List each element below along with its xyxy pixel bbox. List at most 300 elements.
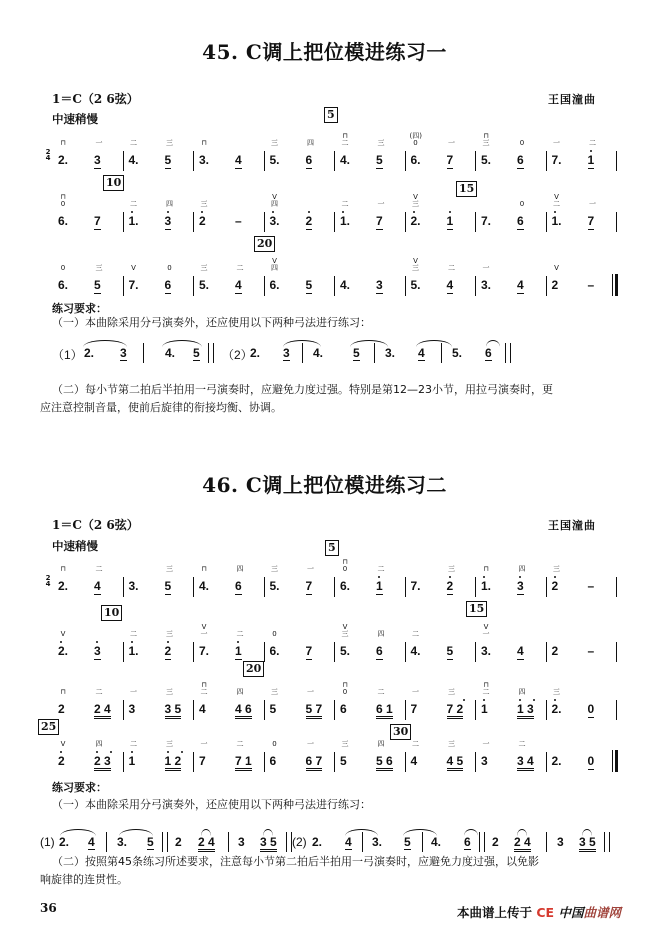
fingering-mark: 二 — [236, 264, 244, 272]
example-note: 3. — [117, 835, 128, 849]
measure — [477, 188, 548, 232]
fingering-mark: 一 — [412, 688, 419, 696]
note: 7 — [410, 702, 418, 716]
barline — [616, 577, 617, 597]
note: 3 — [128, 702, 136, 716]
high-octave-dot — [554, 699, 556, 701]
high-octave-dot — [590, 150, 592, 152]
barline — [193, 151, 194, 171]
high-octave-dot — [131, 211, 133, 213]
time-signature: 2 4 — [45, 148, 51, 162]
note: 1. — [552, 215, 562, 228]
note: 2 — [58, 755, 65, 768]
barline — [616, 642, 617, 662]
fingering-mark: 二 — [589, 139, 596, 147]
fingering-mark: 二 — [412, 740, 419, 748]
measure — [407, 728, 478, 772]
requirement-item-2-line-2: 响旋律的连贯性。 — [40, 873, 128, 886]
example-barline — [228, 832, 230, 852]
fingering-mark: 二 — [377, 688, 385, 696]
fingering-mark: 一 — [200, 740, 208, 748]
measure — [125, 618, 196, 662]
tempo-marking: 中速稍慢 — [52, 112, 98, 126]
measure — [195, 553, 266, 597]
note: 3. — [481, 644, 492, 658]
measure — [407, 618, 478, 662]
fingering-mark: 二 — [130, 630, 137, 638]
fingering-mark: 二 — [377, 565, 385, 573]
fingering-mark: 一 — [589, 200, 596, 208]
note: 3. — [128, 579, 139, 593]
page-number: 36 — [40, 901, 57, 915]
note: 5 — [376, 153, 383, 167]
example-note: 3. — [385, 346, 396, 360]
high-octave-dot — [131, 641, 133, 643]
measure — [336, 553, 407, 597]
example-barline — [505, 343, 511, 363]
barline — [405, 577, 406, 597]
note: 1 3 — [517, 703, 534, 716]
measure — [336, 618, 407, 662]
note: 4. — [128, 153, 139, 167]
site-name-b: 曲谱网 — [583, 905, 621, 920]
fingering-mark: 一 — [377, 200, 385, 208]
barline — [123, 700, 124, 720]
note: 1 — [481, 703, 488, 716]
example-note: 3 — [557, 835, 564, 849]
key-signature: 1＝C（2 6弦） — [52, 92, 139, 106]
note: 3. — [481, 278, 492, 292]
time-signature: 2 4 — [45, 574, 51, 588]
note: 2 — [58, 702, 65, 716]
fingering-mark: 三 — [553, 688, 560, 696]
note: 2. — [58, 645, 68, 658]
example-note: 2 4 — [514, 835, 531, 849]
measure — [195, 618, 266, 662]
note: 5 — [269, 702, 277, 716]
high-octave-dot — [60, 641, 62, 643]
fingering-mark: 三 — [166, 139, 173, 147]
note: 6. — [410, 153, 421, 167]
barline — [475, 276, 476, 296]
note: 5. — [269, 579, 280, 593]
high-octave-dot — [131, 751, 133, 753]
example-note: 4 — [88, 835, 95, 849]
note: 5. — [269, 153, 280, 167]
measure — [266, 553, 337, 597]
fingering-mark: 三 — [482, 139, 490, 147]
note: 1 — [588, 154, 595, 167]
example-note: 4. — [431, 835, 442, 849]
requirement-item-2-line-1: （二）按照第45条练习所述要求，注意每小节第二拍后半拍用一弓演奏时，应避免力度过强，以免影 — [52, 855, 539, 868]
note: 6 — [305, 153, 313, 167]
high-octave-dot — [96, 751, 98, 753]
note: 2. — [58, 579, 69, 593]
example-note: 3 — [283, 346, 290, 360]
down-bow-icon: ⊓ — [342, 132, 348, 140]
fingering-mark: 0 — [272, 740, 277, 748]
note: 6 — [164, 278, 172, 292]
final-barline — [612, 274, 616, 296]
measure — [266, 252, 337, 296]
measure — [125, 127, 196, 171]
site-name-a: 中国 — [558, 905, 584, 920]
example-note: 4 — [418, 346, 425, 360]
fingering-mark: 二 — [95, 565, 103, 573]
note: 4 — [235, 278, 242, 292]
example-note: 2 4 — [198, 835, 215, 849]
measure — [407, 553, 478, 597]
fingering-mark: 二 — [200, 688, 208, 696]
fingering-mark: 二 — [341, 200, 349, 208]
barline — [123, 642, 124, 662]
down-bow-icon: ⊓ — [201, 681, 207, 689]
example-barline — [362, 832, 364, 852]
note: 7 — [446, 153, 454, 167]
fingering-mark: 0 — [519, 139, 525, 147]
fingering-mark: 三 — [166, 565, 173, 573]
note: 5. — [481, 153, 492, 167]
staff-line — [44, 188, 616, 232]
barline — [616, 700, 617, 720]
fingering-mark: 四 — [166, 200, 173, 208]
fingering-mark: 三 — [377, 139, 385, 147]
rehearsal-mark: 5 — [325, 540, 339, 556]
note: 2 — [199, 215, 206, 228]
up-bow-icon: V — [554, 264, 559, 272]
barline — [475, 642, 476, 662]
fingering-mark: 三 — [271, 688, 278, 696]
fingering-mark: 三 — [448, 688, 455, 696]
example-barline — [479, 832, 485, 852]
note: 4 — [517, 644, 524, 658]
example-label: （1） — [52, 348, 83, 362]
high-octave-dot — [554, 211, 556, 213]
staff-line — [44, 553, 616, 597]
fingering-mark: 一 — [482, 740, 490, 748]
barline — [123, 752, 124, 772]
measure — [477, 252, 548, 296]
example-barline — [106, 832, 108, 852]
example-barline — [302, 343, 304, 363]
fingering-mark: 0 — [272, 630, 277, 638]
barline — [193, 642, 194, 662]
note: 1 — [129, 755, 136, 768]
note: 3 4 — [517, 755, 534, 768]
note: – — [587, 278, 595, 292]
barline — [264, 642, 265, 662]
fingering-mark: 一 — [482, 264, 490, 272]
barline — [123, 276, 124, 296]
fingering-mark: 二 — [130, 139, 137, 147]
barline — [123, 212, 124, 232]
note: 7 — [587, 214, 595, 228]
high-octave-dot — [201, 211, 203, 213]
note: 6 — [269, 754, 277, 768]
high-octave-dot — [413, 211, 415, 213]
example-label: (2) — [292, 835, 307, 849]
note: 4 — [517, 278, 524, 292]
note: 7 — [305, 579, 313, 593]
measure — [407, 127, 478, 171]
down-bow-icon: ⊓ — [483, 132, 489, 140]
note: 6. — [269, 644, 280, 658]
high-octave-dot — [554, 576, 556, 578]
barline — [546, 577, 547, 597]
note: 4 — [199, 702, 206, 716]
watermark — [457, 903, 621, 921]
fingering-mark: 三 — [271, 139, 278, 147]
measure — [125, 676, 196, 720]
up-bow-icon: V — [413, 257, 418, 265]
measure — [54, 553, 125, 597]
composer: 王国潼曲 — [548, 93, 596, 106]
barline — [546, 700, 547, 720]
high-octave-dot — [342, 211, 344, 213]
measure — [54, 676, 125, 720]
fingering-mark: 二 — [448, 264, 455, 272]
note: – — [587, 644, 595, 658]
measure — [195, 252, 266, 296]
measure — [407, 252, 478, 296]
note: 2 — [165, 645, 172, 658]
fingering-mark: 四 — [377, 740, 385, 748]
fingering-mark: 0 — [60, 200, 66, 208]
measure — [548, 676, 619, 720]
measure — [195, 188, 266, 232]
barline — [475, 577, 476, 597]
measure — [195, 728, 266, 772]
fingering-mark: 三 — [412, 200, 419, 208]
rehearsal-mark: 20 — [243, 661, 264, 677]
rehearsal-mark: 10 — [103, 175, 124, 191]
example-note: 3 — [120, 346, 127, 360]
up-bow-icon: V — [201, 623, 207, 631]
fingering-mark: 三 — [95, 264, 103, 272]
measure — [266, 728, 337, 772]
fingering-mark: 一 — [448, 139, 455, 147]
rehearsal-mark: 20 — [254, 236, 275, 252]
note: 6 — [235, 579, 242, 593]
example-note: 6 — [464, 835, 471, 849]
note: 1. — [129, 215, 139, 228]
high-octave-dot — [110, 751, 112, 753]
note: 5. — [199, 278, 210, 292]
fingering-mark: 四 — [271, 200, 278, 208]
barline — [264, 212, 265, 232]
example-note: 2 — [492, 835, 499, 849]
fingering-mark: 一 — [482, 630, 490, 638]
rehearsal-mark: 10 — [101, 605, 122, 621]
note: 2 — [551, 278, 559, 292]
high-octave-dot — [237, 641, 239, 643]
high-octave-dot — [181, 751, 183, 753]
fingering-mark: 一 — [553, 139, 560, 147]
requirement-item-1: （一）本曲除采用分弓演奏外，还应使用以下两种弓法进行练习： — [52, 316, 371, 329]
note: 7 — [305, 644, 313, 658]
measure — [266, 618, 337, 662]
measure — [548, 188, 619, 232]
down-bow-icon: ⊓ — [201, 565, 207, 573]
example-barline — [441, 343, 443, 363]
barline — [264, 752, 265, 772]
note: 3 — [94, 153, 101, 167]
down-bow-icon: ⊓ — [60, 565, 66, 573]
up-bow-icon: V — [342, 623, 348, 631]
fingering-mark: 四 — [95, 740, 103, 748]
measure — [54, 188, 125, 232]
note: 4. — [340, 153, 351, 167]
example-note: 4. — [165, 346, 176, 360]
barline — [475, 212, 476, 232]
note: 1. — [129, 645, 139, 658]
example-barline — [604, 832, 610, 852]
fingering-mark: 三 — [200, 200, 208, 208]
note: 2. — [58, 153, 69, 167]
down-bow-icon: ⊓ — [483, 681, 489, 689]
fingering-mark: 二 — [553, 200, 560, 208]
fingering-mark: 一 — [200, 630, 208, 638]
rehearsal-mark: 5 — [324, 107, 338, 123]
piece-title: 45. C调上把位模进练习一 — [202, 40, 447, 64]
barline — [546, 752, 547, 772]
fingering-mark: 四 — [518, 688, 526, 696]
fingering-mark: 二 — [236, 630, 244, 638]
fingering-mark: 0 — [342, 565, 348, 573]
measure — [477, 676, 548, 720]
fingering-mark: 二 — [341, 139, 349, 147]
up-bow-icon: V — [272, 193, 277, 201]
note: 2. — [551, 754, 562, 768]
fingering-mark: 四 — [307, 139, 314, 147]
barline — [546, 642, 547, 662]
high-octave-dot — [449, 211, 451, 213]
fingering-mark: 一 — [130, 688, 137, 696]
key-signature: 1＝C（2 6弦） — [52, 518, 139, 532]
fingering-mark: 一 — [307, 565, 314, 573]
note: 4 — [94, 579, 101, 593]
down-bow-icon: ⊓ — [60, 688, 66, 696]
note: 7. — [410, 579, 421, 593]
staff-line — [44, 676, 616, 720]
staff-line — [44, 252, 616, 296]
high-octave-dot — [167, 211, 169, 213]
note: 5. — [340, 644, 351, 658]
fingering-mark: 二 — [236, 740, 244, 748]
measure — [548, 127, 619, 171]
note: 2 3 — [94, 755, 111, 768]
fingering-mark: 三 — [166, 630, 173, 638]
note: 3 — [517, 580, 524, 593]
barline — [334, 642, 335, 662]
down-bow-icon: ⊓ — [60, 139, 66, 147]
note: 4 — [446, 278, 454, 292]
example-label: （2） — [222, 348, 253, 362]
note: 5 — [305, 278, 313, 292]
fingering-mark: 三 — [200, 264, 208, 272]
note: 4 6 — [235, 703, 252, 716]
example-note: 2. — [84, 346, 95, 360]
note: 6 1 — [376, 703, 393, 716]
barline — [334, 212, 335, 232]
note: 6. — [58, 278, 69, 292]
fingering-mark: 0 — [519, 200, 525, 208]
barline — [405, 700, 406, 720]
measure — [336, 676, 407, 720]
note: 2 — [447, 580, 454, 593]
note: 3 — [94, 645, 101, 658]
example-barline — [162, 832, 168, 852]
barline — [334, 577, 335, 597]
barline — [475, 752, 476, 772]
note: 4. — [410, 644, 421, 658]
note: 5 6 — [376, 755, 393, 768]
example-note: 2 — [175, 835, 182, 849]
requirement-item-2-line-2: 应注意控制音量，使前后旋律的衔接均衡、协调。 — [40, 401, 282, 414]
example-label: (1) — [40, 835, 55, 849]
note: 5 — [164, 579, 172, 593]
barline — [193, 276, 194, 296]
fingering-mark: 四 — [271, 264, 278, 272]
requirement-item-2-line-1: （二）每小节第二拍后半拍用一弓演奏时，应避免力度过强。特别是第12—23小节，用拉弓演奏时，更 — [52, 383, 553, 396]
barline — [264, 700, 265, 720]
final-barline — [612, 750, 616, 772]
high-octave-dot — [519, 576, 521, 578]
note: 5 — [164, 153, 172, 167]
measure — [548, 553, 619, 597]
fingering-mark: 二 — [482, 688, 490, 696]
barline — [546, 276, 547, 296]
measure — [266, 676, 337, 720]
measure — [548, 728, 619, 772]
measure — [336, 188, 407, 232]
note: 5 — [340, 754, 347, 768]
note: 6 — [517, 153, 524, 167]
requirements-heading: 练习要求： — [52, 781, 107, 794]
note: 4. — [199, 579, 210, 593]
high-octave-dot — [167, 751, 169, 753]
measure — [336, 127, 407, 171]
example-note: 5 — [353, 346, 360, 360]
high-octave-dot — [483, 699, 485, 701]
down-bow-icon: ⊓ — [60, 193, 66, 201]
note: 7 2 — [447, 703, 464, 716]
note: 4. — [340, 278, 351, 292]
measure — [125, 252, 196, 296]
high-octave-dot — [272, 211, 274, 213]
example-barline — [422, 832, 424, 852]
requirements-heading: 练习要求： — [52, 302, 107, 315]
note: 5 7 — [306, 703, 323, 716]
measure — [266, 127, 337, 171]
barline — [475, 700, 476, 720]
measure — [477, 618, 548, 662]
note: 6. — [340, 579, 351, 593]
note: 3. — [270, 215, 280, 228]
tempo-marking: 中速稍慢 — [52, 539, 98, 553]
note: 2 4 — [94, 703, 111, 716]
note: 4 5 — [447, 755, 464, 768]
fingering-mark: 四 — [236, 565, 244, 573]
measure — [195, 127, 266, 171]
note: 1 — [235, 645, 242, 658]
fingering-mark: 三 — [448, 565, 455, 573]
up-bow-icon: V — [272, 257, 277, 265]
example-note: 5. — [452, 346, 463, 360]
note: 3 — [165, 215, 172, 228]
fingering-mark: 三 — [166, 740, 173, 748]
measure — [125, 553, 196, 597]
